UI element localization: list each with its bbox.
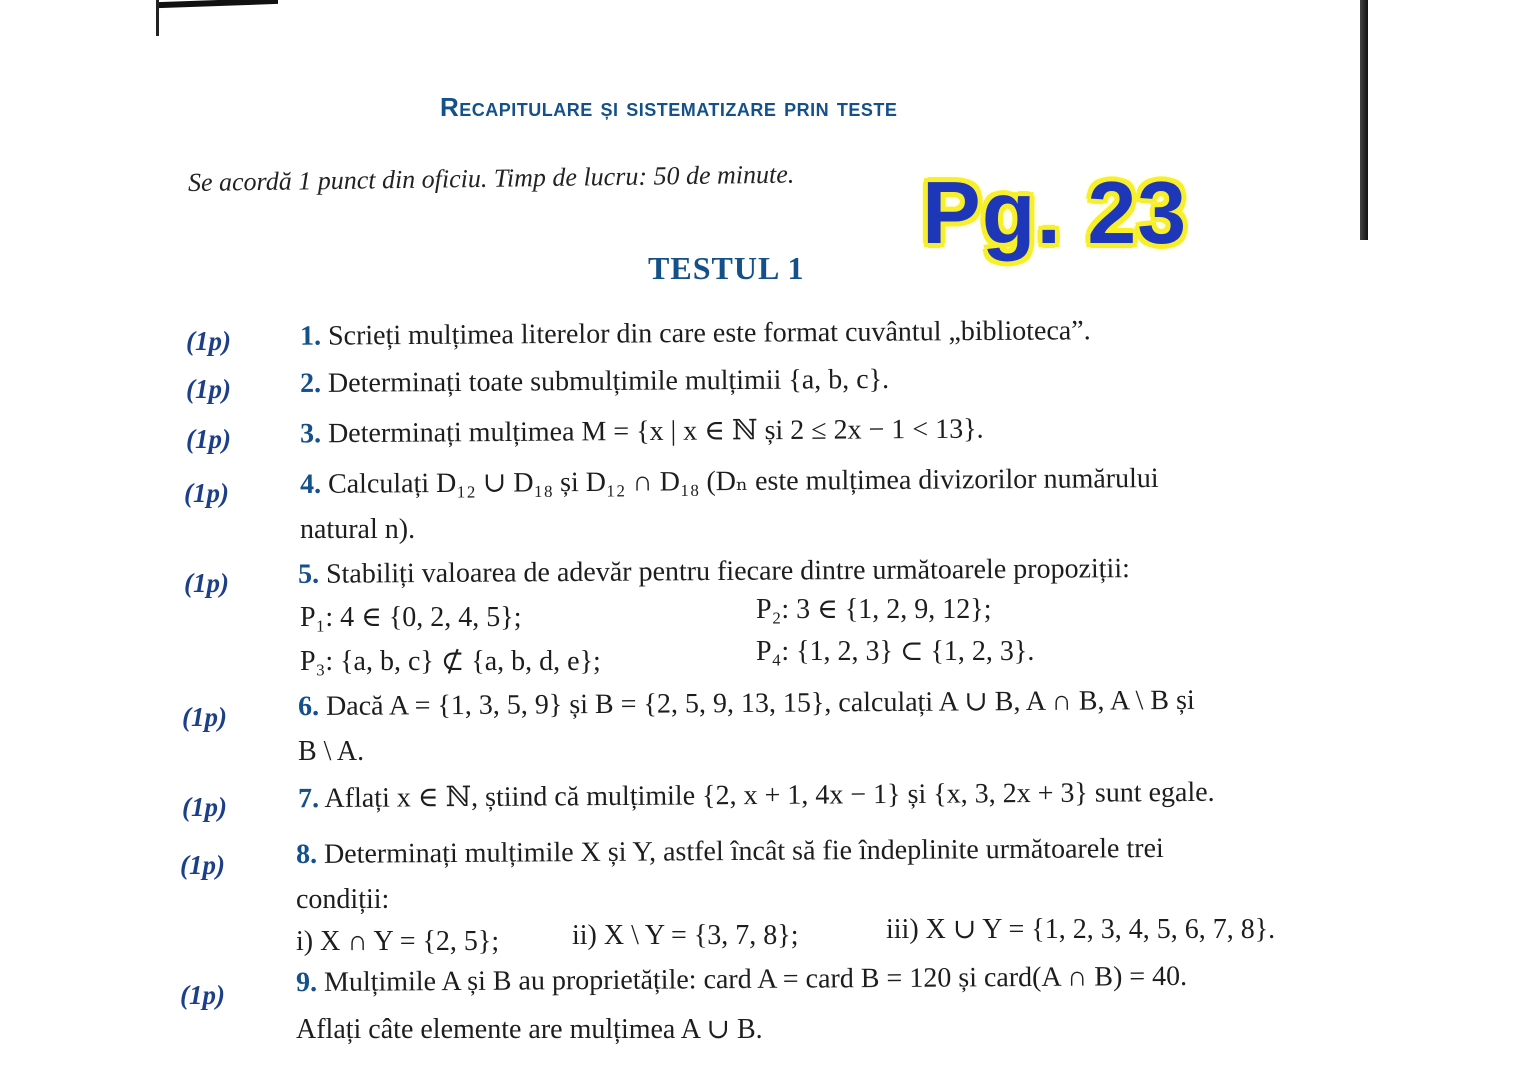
- problem-text: [300, 412, 984, 451]
- points-label: (1p): [184, 568, 229, 598]
- problem-number: 1.: [299, 320, 322, 352]
- problem-text: [300, 364, 889, 400]
- proposition-p4: P₄: {1, 2, 3} ⊂ {1, 2, 3}.: [756, 636, 1035, 667]
- problem-statement: Determinați mulțimea M = {x | x ∈ ℕ și 2 ≤ 2x − 1 < 13}.: [327, 413, 984, 450]
- condition-i: i) X ∩ Y = {2, 5};: [296, 926, 500, 957]
- page-edge-right: [1360, 0, 1368, 240]
- problem-text-line-2: natural n).: [300, 514, 416, 545]
- points-label: (1p): [180, 850, 225, 880]
- problem-text: [298, 775, 1215, 815]
- points-label: (1p): [182, 702, 227, 732]
- condition-iii: iii) X ∪ Y = {1, 2, 3, 4, 5, 6, 7, 8}.: [886, 914, 1276, 945]
- proposition-p3: P₃: {a, b, c} ⊄ {a, b, d, e};: [300, 646, 601, 677]
- problem-text-line-1: [298, 683, 1195, 723]
- problem-statement: Dacă A = {1, 3, 5, 9} și B = {2, 5, 9, 13, 15}, calculați A ∪ B, A ∩ B, A \ B și: [325, 684, 1195, 722]
- points-label: (1p): [186, 374, 231, 404]
- points-label: (1p): [186, 424, 231, 454]
- problem-number: 7.: [297, 783, 320, 815]
- problem-text: [300, 315, 1091, 353]
- problem-statement: Mulțimile A și B au proprietățile: card A = card B = 120 și card(A ∩ B) = 40.: [323, 960, 1188, 998]
- condition-ii: ii) X \ Y = {3, 7, 8};: [572, 920, 799, 951]
- problem-statement: Aflați x ∈ ℕ, știind că mulțimile {2, x + 1, 4x − 1} și {x, 3, 2x + 3} sunt egale.: [324, 776, 1215, 815]
- problem-number: 2.: [299, 367, 322, 400]
- problem-statement: Determinați toate submulțimile mulțimii {a, b, c}.: [327, 363, 890, 399]
- problem-number: 3.: [299, 418, 322, 450]
- page-edge-top: [158, 0, 278, 8]
- points-label: (1p): [180, 980, 225, 1010]
- proposition-p1: P₁: 4 ∈ {0, 2, 4, 5};: [300, 602, 522, 633]
- problem-number: 9.: [295, 966, 318, 999]
- page-edge-left: [156, 0, 159, 36]
- problem-number: 5.: [297, 558, 320, 590]
- problem-text-line-2: condiții:: [296, 884, 390, 915]
- intro-text: Se acordă 1 punct din oficiu. Timp de lucru: 50 de minute.: [187, 159, 795, 197]
- points-label: (1p): [184, 478, 229, 508]
- section-title: Recapitulare și sistematizare prin teste: [440, 92, 898, 122]
- points-label: (1p): [182, 792, 227, 822]
- page-number-label: Pg. 23: [922, 163, 1188, 262]
- problem-statement: Determinați mulțimile X și Y, astfel încât să fie îndeplinite următoarele trei: [323, 832, 1164, 870]
- problem-number: 4.: [299, 468, 322, 500]
- problem-number: 6.: [297, 690, 320, 723]
- problem-text-line-2: B \ A.: [298, 736, 365, 767]
- points-label: (1p): [186, 326, 231, 356]
- test-title: TESTUL 1: [648, 250, 805, 286]
- problem-text-line-1: [300, 461, 1159, 501]
- problem-statement: Stabiliți valoarea de adevăr pentru fiecare dintre următoarele propoziții:: [325, 553, 1130, 590]
- problem-number: 8.: [295, 838, 318, 871]
- proposition-p2: P₂: 3 ∈ {1, 2, 9, 12};: [756, 594, 992, 625]
- problem-text-line-1: [296, 833, 1164, 871]
- problem-statement: Scrieți mulțimea literelor din care este format cuvântul „biblioteca”.: [327, 315, 1091, 352]
- problem-text-line-1: [296, 961, 1187, 999]
- problem-statement: Calculați D₁₂ ∪ D₁₈ și D₁₂ ∩ D₁₈ (Dₙ este mulțimea divizorilor numărului: [327, 463, 1159, 500]
- problem-text: [298, 553, 1130, 591]
- problem-text-line-2: Aflați câte elemente are mulțimea A ∪ B.: [296, 1014, 763, 1045]
